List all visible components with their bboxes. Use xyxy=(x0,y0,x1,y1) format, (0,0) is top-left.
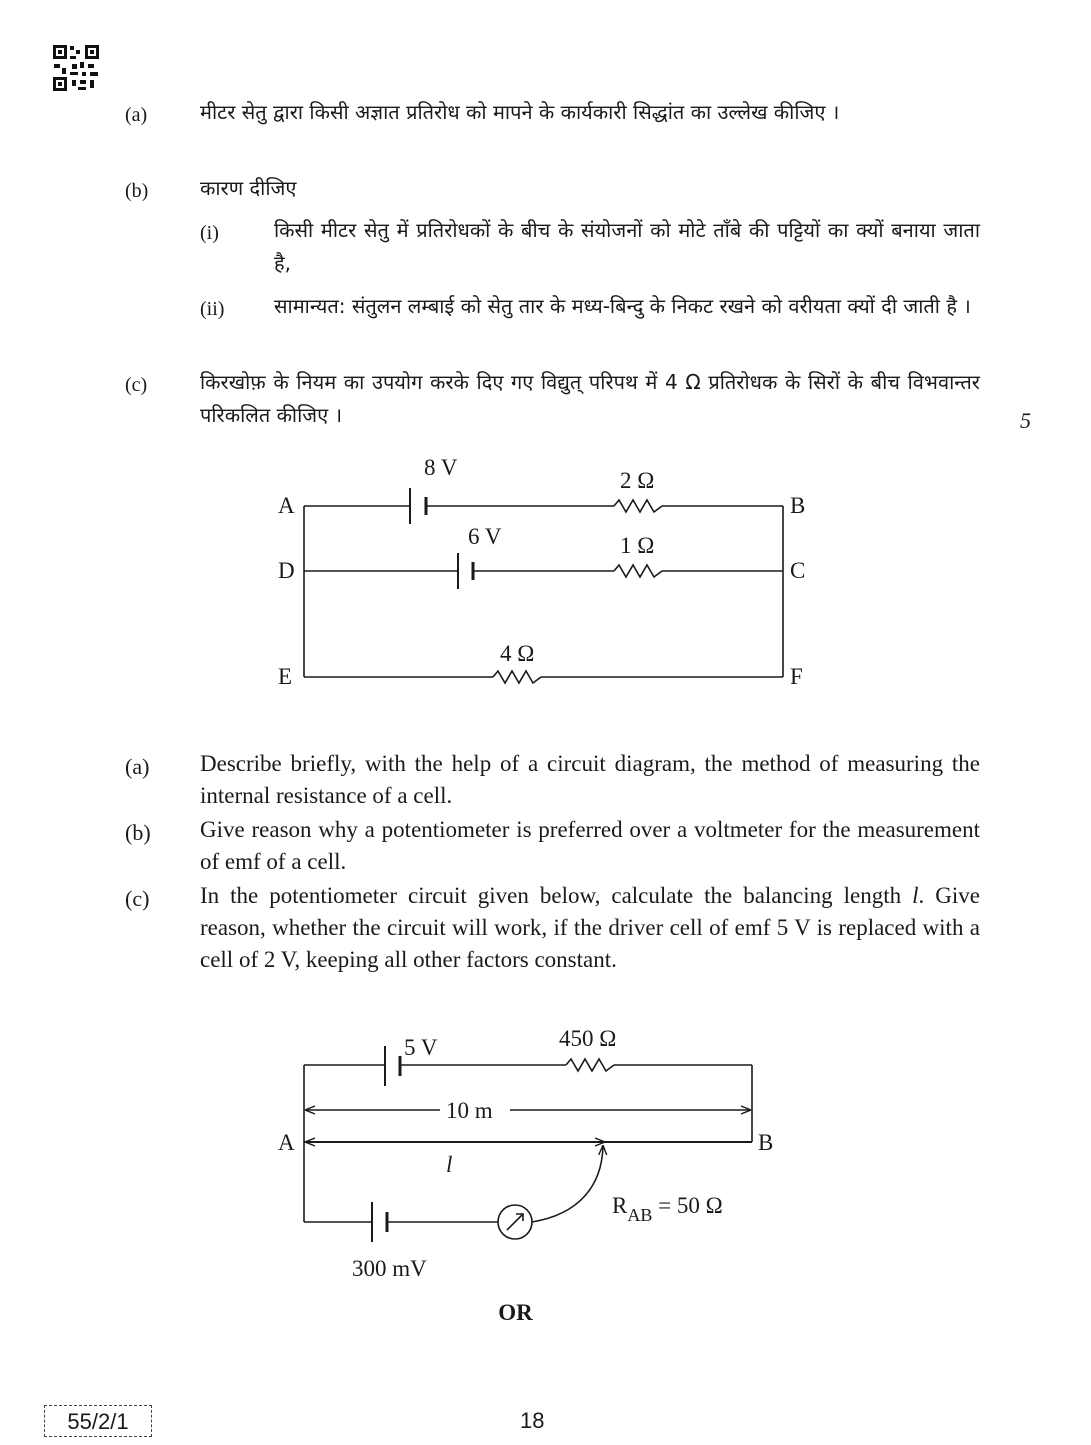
cell-8v-label: 8 V xyxy=(424,455,458,480)
q1-b-i-text: किसी मीटर सेतु में प्रतिरोधकों के बीच के संयोजनों को मोटे ताँबे की पट्टियों का क्यों बनाया जाता है, xyxy=(274,218,980,275)
q1-a-label: (a) xyxy=(125,104,148,126)
q1-b-text: कारण दीजिए xyxy=(200,176,297,200)
q2-c-length-var: l xyxy=(912,883,919,908)
q2-a-text: Describe briefly, with the help of a circuit diagram, the method of measuring the internal resistance of a cell. xyxy=(200,751,980,808)
node-b-label: B xyxy=(758,1130,774,1155)
node-b-label: B xyxy=(790,493,806,518)
cell-6v-label: 6 V xyxy=(468,524,502,549)
q2-b-label: (b) xyxy=(125,820,151,845)
q1-b-ii-text: सामान्यत: संतुलन लम्बाई को सेतु तार के मध्य-बिन्दु के निकट रखने को वरीयता क्यों दी जाती है । xyxy=(274,294,971,318)
paper-code: 55/2/1 xyxy=(44,1405,152,1437)
q2-a-label: (a) xyxy=(125,754,150,779)
rab-prefix: R xyxy=(612,1193,628,1218)
node-c-label: C xyxy=(790,558,806,583)
node-a-label: A xyxy=(278,1130,295,1155)
driver-cell-label: 5 V xyxy=(404,1035,438,1060)
rab-value: = 50 Ω xyxy=(652,1193,723,1218)
node-a-label: A xyxy=(278,493,295,518)
q1-b-ii-label: (ii) xyxy=(200,298,225,320)
q1-b-label: (b) xyxy=(125,180,149,202)
page-number: 18 xyxy=(520,1408,545,1433)
jockey-wire xyxy=(532,1146,603,1222)
q2-c-text-before: In the potentiometer circuit given below, calculate the balancing length xyxy=(200,883,913,908)
q1-c-text: किरखोफ़ के नियम का उपयोग करके दिए गए विद्युत् परिपथ में 4 Ω प्रतिरोधक के सिरों के बीच विभवान्तर परिकलित कीजिए । xyxy=(200,370,980,427)
balancing-length-label: l xyxy=(446,1152,453,1177)
resistor-2-ohm-label: 2 Ω xyxy=(620,468,655,493)
resistor-4-ohm-label: 4 Ω xyxy=(500,641,535,666)
cell-300mv-label: 300 mV xyxy=(352,1256,427,1281)
node-f-label: F xyxy=(790,664,803,689)
node-e-label: E xyxy=(278,664,293,689)
or-separator: OR xyxy=(498,1300,533,1325)
length-10m-label: 10 m xyxy=(446,1098,493,1123)
q1-c-label: (c) xyxy=(125,374,148,396)
q2-c-text-after: . Give reason, whether the circuit will work, if the driver cell of emf 5 V is replaced with a cell of 2 V, keeping all other factors constant. xyxy=(200,883,980,972)
resistor-450-ohm xyxy=(566,1059,614,1071)
q1-b-i-label: (i) xyxy=(200,222,219,244)
q2-b-text: Give reason why a potentiometer is preferred over a voltmeter for the measurement of emf of a cell. xyxy=(200,817,980,874)
q1-marks: 5 xyxy=(1020,408,1031,433)
q2-c-label: (c) xyxy=(125,886,150,911)
q1-a-text: मीटर सेतु द्वारा किसी अज्ञात प्रतिरोध को मापने के कार्यकारी सिद्धांत का उल्लेख कीजिए । xyxy=(200,100,840,124)
node-d-label: D xyxy=(278,558,295,583)
galvanometer-needle xyxy=(507,1214,523,1230)
rab-label xyxy=(612,1193,723,1225)
resistor-450-ohm-label: 450 Ω xyxy=(559,1026,617,1051)
rab-subscript: AB xyxy=(627,1205,653,1225)
resistor-1-ohm-label: 1 Ω xyxy=(620,533,655,558)
